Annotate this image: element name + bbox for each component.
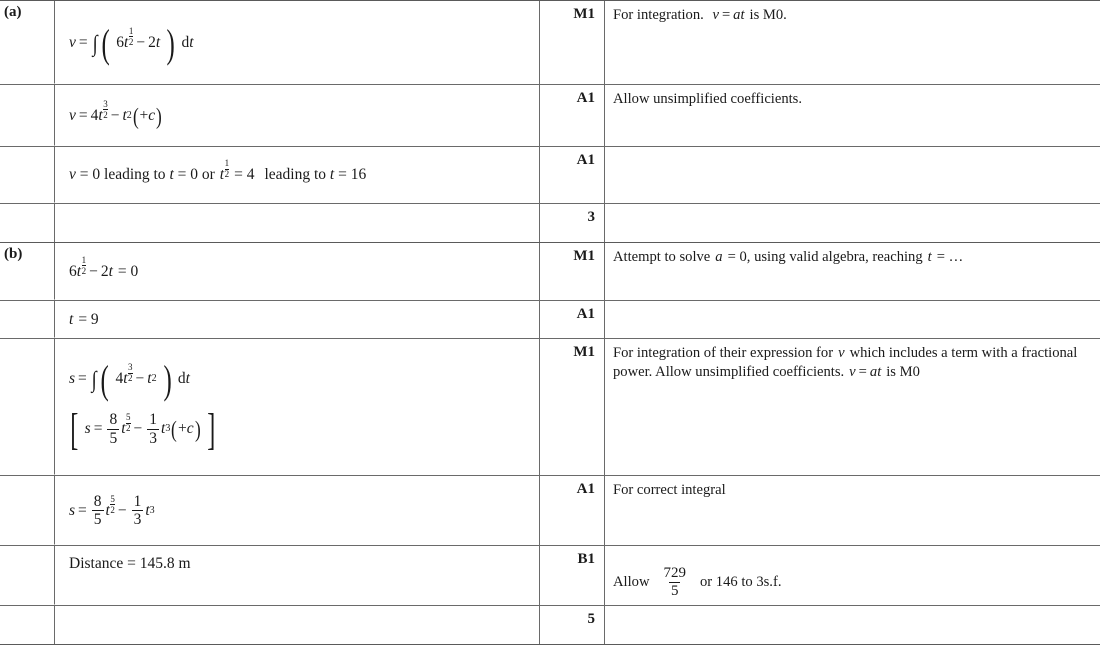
mark-total-b: 5 <box>540 606 605 644</box>
table-row <box>0 242 1100 300</box>
var-s: s <box>69 501 76 519</box>
mark-cell: B1 <box>540 546 605 605</box>
var-s: s <box>84 420 91 437</box>
exponent-half: $\frac{1}{2}$ <box>128 25 134 47</box>
fraction-1-3: $\frac{1}{3}$ <box>133 492 142 528</box>
term-4t: 4t <box>90 106 103 124</box>
part-label-empty <box>0 544 55 605</box>
table-row <box>0 545 1100 605</box>
left-paren: ( <box>100 357 109 402</box>
math-expression-b3b: [ s = $\frac{8}{5}$ t $\frac{5}{2}$ − $\frac{1}{3}$ t 3 ( +c ) ] <box>70 405 216 454</box>
right-paren: ) <box>166 20 175 66</box>
exponent-three-halves: $\frac{3}{2}$ <box>103 98 108 120</box>
note-equals: = <box>858 364 867 381</box>
note-allow: Allow <box>613 573 650 590</box>
notes-cell <box>605 204 1100 242</box>
table-row <box>0 338 1100 475</box>
term-6t: 6t <box>69 262 82 280</box>
fraction-1-3: $\frac{1}{3}$ <box>149 411 158 447</box>
math-expression-b3a: s = ∫ ( 4t $\frac{3}{2}$ − t 2 ) dt <box>69 357 190 402</box>
trailing-text: leading to t = 16 <box>264 166 367 183</box>
table-row <box>0 475 1100 545</box>
mark-cell: A1 <box>540 301 605 338</box>
working-cell <box>55 301 540 338</box>
note-text-mid: = 0, using valid algebra, reaching <box>727 249 923 265</box>
var-t: t <box>145 501 150 519</box>
math-expression-b4: s = $\frac{8}{5}$ t $\frac{5}{2}$ − $\frac{1}{3}$ t 3 <box>69 492 155 528</box>
mark-cell: M1 <box>540 243 605 300</box>
var-t: t <box>121 420 126 437</box>
var-s: s <box>69 370 76 387</box>
note-var-a: a <box>715 249 723 265</box>
term-2t: 2t <box>148 33 161 51</box>
equals-sign: = <box>78 501 87 519</box>
equals-sign: = <box>78 370 87 387</box>
differential-dt: dt <box>181 33 194 51</box>
var-t: t <box>105 501 110 519</box>
note-var-v: v <box>838 345 845 361</box>
minus-sign: − <box>136 33 146 51</box>
part-label-b: (b) <box>0 243 55 300</box>
notes-cell <box>605 1 1100 84</box>
exponent-half: $\frac{1}{2}$ <box>81 254 87 276</box>
integral-sign: ∫ <box>92 30 98 56</box>
part-label-empty <box>0 299 55 338</box>
table-row <box>0 84 1100 146</box>
note-line2: a fractional power. Allow unsimplified coefficients. <box>613 345 1078 381</box>
right-bracket: ] <box>207 405 216 454</box>
math-expression-a3 <box>69 158 531 185</box>
notes-cell <box>605 243 1100 300</box>
exponent-three-halves: $\frac{3}{2}$ <box>128 362 133 383</box>
notes-cell <box>605 339 1100 475</box>
mark-cell: M1 <box>540 339 605 475</box>
note-at: at <box>869 364 882 381</box>
leading-text: v = 0 leading to t = 0 or <box>69 166 215 183</box>
working-cell <box>55 147 540 203</box>
part-label-empty <box>0 202 55 242</box>
table-row-total <box>0 605 1100 645</box>
mark-cell: M1 <box>540 1 605 84</box>
plus-c: +c <box>178 420 194 437</box>
working-cell <box>55 339 540 475</box>
minus-sign: − <box>110 106 120 124</box>
mark-cell: A1 <box>540 476 605 545</box>
working-cell <box>55 1 540 84</box>
note-text-end: = … <box>936 249 964 265</box>
math-expression-a1 <box>69 20 531 66</box>
equals-zero: = 0 <box>117 262 139 280</box>
mark-total-a: 3 <box>540 204 605 242</box>
left-bracket: [ <box>70 405 79 454</box>
var-t: t <box>219 166 225 183</box>
table-row <box>0 146 1100 203</box>
var-t: t <box>122 106 127 124</box>
note-var-t: t <box>927 249 932 265</box>
note-text: For integration. <box>613 7 704 23</box>
mark-cell: A1 <box>540 147 605 203</box>
working-cell <box>55 546 540 605</box>
term-2t: 2t <box>100 262 113 280</box>
note-var-v: v <box>712 7 719 23</box>
fraction-8-5: $\frac{8}{5}$ <box>93 492 102 528</box>
minus-sign: − <box>133 420 143 437</box>
part-label-empty <box>0 337 55 475</box>
part-label-empty <box>0 474 55 545</box>
part-label-empty <box>0 604 55 644</box>
note-text: Attempt to solve <box>613 249 711 265</box>
math-expression-a2: v = 4t $\frac{3}{2}$ − t 2 ( +c ) <box>69 98 162 129</box>
term-4t: 4t <box>115 370 128 387</box>
note-line1b: which includes a term with <box>849 345 1008 361</box>
integral-sign: ∫ <box>91 367 97 393</box>
notes-cell <box>605 606 1100 644</box>
working-cell <box>55 85 540 146</box>
working-cell <box>55 476 540 545</box>
notes-cell <box>605 301 1100 338</box>
exponent-five-halves: $\frac{5}{2}$ <box>110 493 115 515</box>
mark-cell: A1 <box>540 85 605 146</box>
math-expression-b1 <box>69 254 531 282</box>
exponent-half: $\frac{1}{2}$ <box>224 158 230 179</box>
table-row <box>0 300 1100 338</box>
notes-cell: Allow unsimplified coefficients. <box>613 91 803 107</box>
fraction-729-5: $\frac{729}{5}$ <box>663 565 686 599</box>
note-at: at <box>733 7 745 23</box>
working-cell <box>55 606 540 644</box>
working-cell <box>55 243 540 300</box>
table-row-total <box>0 203 1100 242</box>
minus-sign: − <box>135 370 145 387</box>
minus-sign: − <box>89 262 98 280</box>
notes-cell <box>605 147 1100 203</box>
minus-sign: − <box>117 501 127 519</box>
math-expression-b2: t = 9 <box>69 310 99 328</box>
right-paren: ) <box>163 357 172 402</box>
var-t: t <box>161 420 166 437</box>
equals-sign: = <box>93 420 103 437</box>
var-v: v <box>69 33 76 51</box>
note-m0: is M0. <box>749 7 787 23</box>
table-row <box>0 0 1100 84</box>
working-cell <box>55 204 540 242</box>
term-6t: 6t <box>116 33 129 51</box>
differential-dt: dt <box>177 370 190 387</box>
t-equals-nine: = 9 <box>78 310 99 328</box>
var-t: t <box>147 370 152 387</box>
note-equals: = <box>721 7 731 23</box>
note-line1a: For integration of their expression for <box>613 345 834 361</box>
equals-four: = 4 <box>234 166 255 183</box>
notes-cell <box>605 546 1100 605</box>
left-paren: ( <box>101 20 110 66</box>
distance-result: Distance = 145.8 m <box>69 555 191 572</box>
part-label-empty <box>0 145 55 203</box>
note-var-v2: v <box>849 364 856 381</box>
note-rest: or 146 to 3s.f. <box>699 573 782 590</box>
part-label-empty <box>0 83 55 146</box>
plus-c: +c <box>139 106 156 124</box>
exponent-five-halves: $\frac{5}{2}$ <box>126 412 131 433</box>
var-v: v <box>69 106 76 124</box>
note-m0: is M0 <box>886 364 920 381</box>
equals-sign: = <box>78 33 88 51</box>
notes-cell: For correct integral <box>613 482 726 498</box>
equals-sign: = <box>78 106 88 124</box>
part-label-a: (a) <box>0 1 55 84</box>
fraction-8-5: $\frac{8}{5}$ <box>109 411 118 447</box>
